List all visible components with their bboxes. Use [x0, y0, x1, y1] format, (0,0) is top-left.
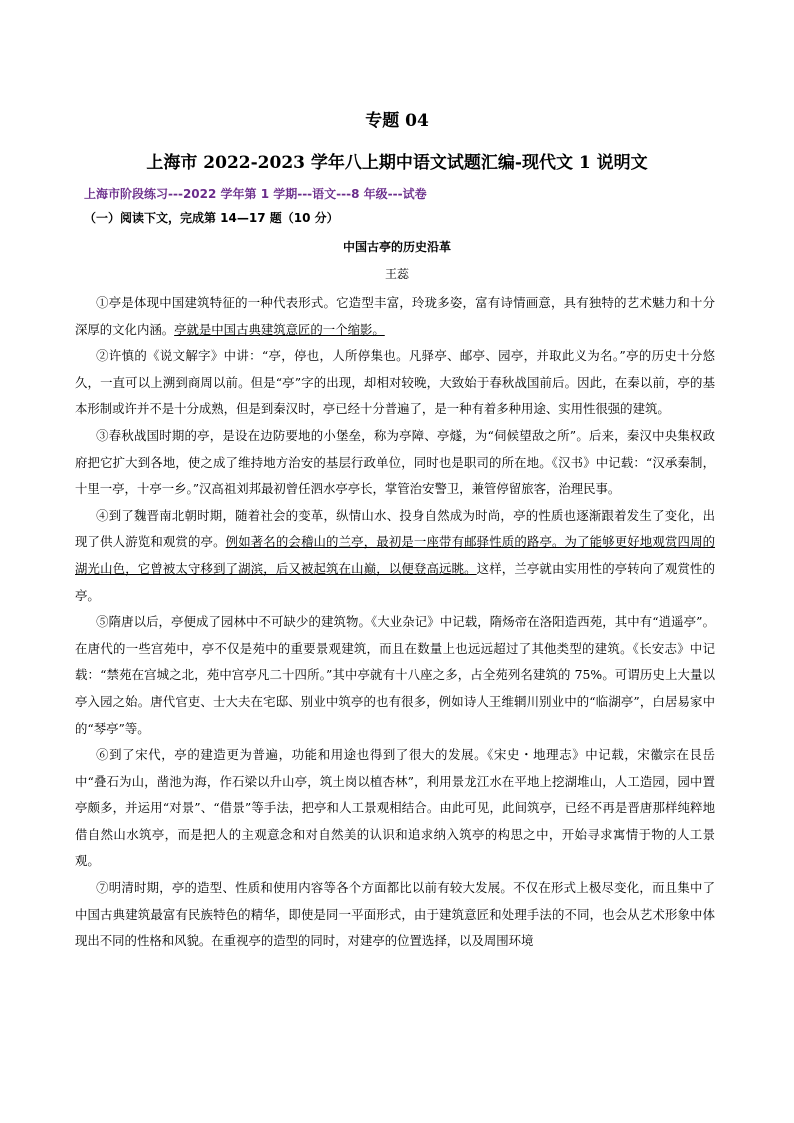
paragraph-3: ③春秋战国时期的亭，是设在边防要地的小堡垒，称为亭障、亭燧，为“伺候望敌之所”。后来，秦汉中央集权政府把它扩大到各地，使之成了维持地方治安的基层行政单位，同时也是职司的所在地。《汉书》中记载：“汉承秦制，十里一亭，十亭一乡。”汉高祖刘邦最初曾任泗水亭亭长，掌管治安警卫，兼管停留旅客，治理民事。: [75, 427, 715, 497]
underlined-sentence: 例如著名的会稽山的兰亭，最初是一座带有邮驿性质的路亭。为了能够更好地观赏四周的湖光山色，它曾被太守移到了湖滨，后又被起筑在山巅，以便登高远眺。: [75, 534, 716, 576]
paragraph-6: ⑥到了宋代，亭的建造更为普遍，功能和用途也得到了很大的发展。《宋史・地理志》中记载，宋徽宗在艮岳中“叠石为山，凿池为海，作石梁以升山亭，筑土岗以植杏林”，利用景龙江水在平地上挖湖堆山，人工造园，园中置亭颇多，并运用“对景”、“借景”等手法，把亭和人工景观相结合。由此可见，此间筑亭，已经不再是晋唐那样纯粹地借自然山水筑亭，而是把人的主观意念和对自然美的认识和追求纳入筑亭的构思之中，开始寻求寓情于物的人工景观。: [75, 747, 715, 869]
paragraph-1: ①亭是体现中国建筑特征的一种代表形式。它造型丰富，玲珑多姿，富有诗情画意，具有独特的艺术魅力和十分深厚的文化内涵。亭就是中国古典建筑意匠的一个缩影。: [75, 295, 715, 337]
paragraph-5: ⑤隋唐以后，亭便成了园林中不可缺少的建筑物。《大业杂记》中记载，隋炀帝在洛阳造西苑，其中有“逍遥亭”。在唐代的一些宫苑中，亭不仅是苑中的重要景观建筑，而且在数量上也远远超过了其他类型的建筑。《长安志》中记载：“禁苑在宫城之北，苑中宫亭凡二十四所。”其中亭就有十八座之多，占全苑列名建筑的 75%。可谓历史上大量以亭入园之始。唐代官吏、士大夫在宅邸、别业中筑亭的也有很多，例如诗人王维辋川别业中的“临湖亭”，白居易家中的“琴亭”等。: [75, 614, 715, 736]
article-author: 王蕊: [384, 267, 409, 281]
paragraph-7: ⑦明清时期，亭的造型、性质和使用内容等各个方面都比以前有较大发展。不仅在形式上极尽变化，而且集中了中国古典建筑最富有民族特色的精华，即使是同一平面形式，由于建筑意匠和处理手法的不同，也会从艺术形象中体现出不同的性格和风貌。在重视亭的造型的同时，对建亭的位置选择，以及周围环境: [75, 880, 715, 949]
question-intro: （一）阅读下文，完成第 14—17 题（10 分）: [84, 211, 339, 225]
paragraph-2: ②许慎的《说文解字》中讲：“亭，停也，人所停集也。凡驿亭、邮亭、园亭，并取此义为名。”亭的历史十分悠久，一直可以上溯到商周以前。但是“亭”字的出现，却相对较晚，大致始于春秋战国前后。因此，在秦以前，亭的基本形制或许并不是十分成熟，但是到秦汉时，亭已经十分普遍了，是一种有着多种用途、实用性很强的建筑。: [75, 348, 715, 417]
article-title: 中国古亭的历史沿革: [342, 240, 451, 254]
topic-heading: 专题 04: [365, 111, 429, 131]
article-body: [75, 290, 715, 955]
source-line: 上海市阶段练习---2022 学年第 1 学期---语文---8 年级---试卷: [84, 187, 427, 201]
paragraph-4: ④到了魏晋南北朝时期，随着社会的变革，纵情山水、投身自然成为时尚，亭的性质也逐渐跟着发生了变化，出现了供人游览和观赏的亭。例如著名的会稽山的兰亭，最初是一座带有邮驿性质的路亭。为了能够更好地观赏四周的湖光山色，它曾被太守移到了湖滨，后又被起筑在山巅，以便登高远眺。这样，兰亭就由实用性的亭转向了观赏性的亭。: [75, 507, 716, 603]
underlined-sentence: 亭就是中国古典建筑意匠的一个缩影。: [174, 321, 385, 337]
document-title: 上海市 2022-2023 学年八上期中语文试题汇编-现代文 1 说明文: [146, 153, 648, 173]
